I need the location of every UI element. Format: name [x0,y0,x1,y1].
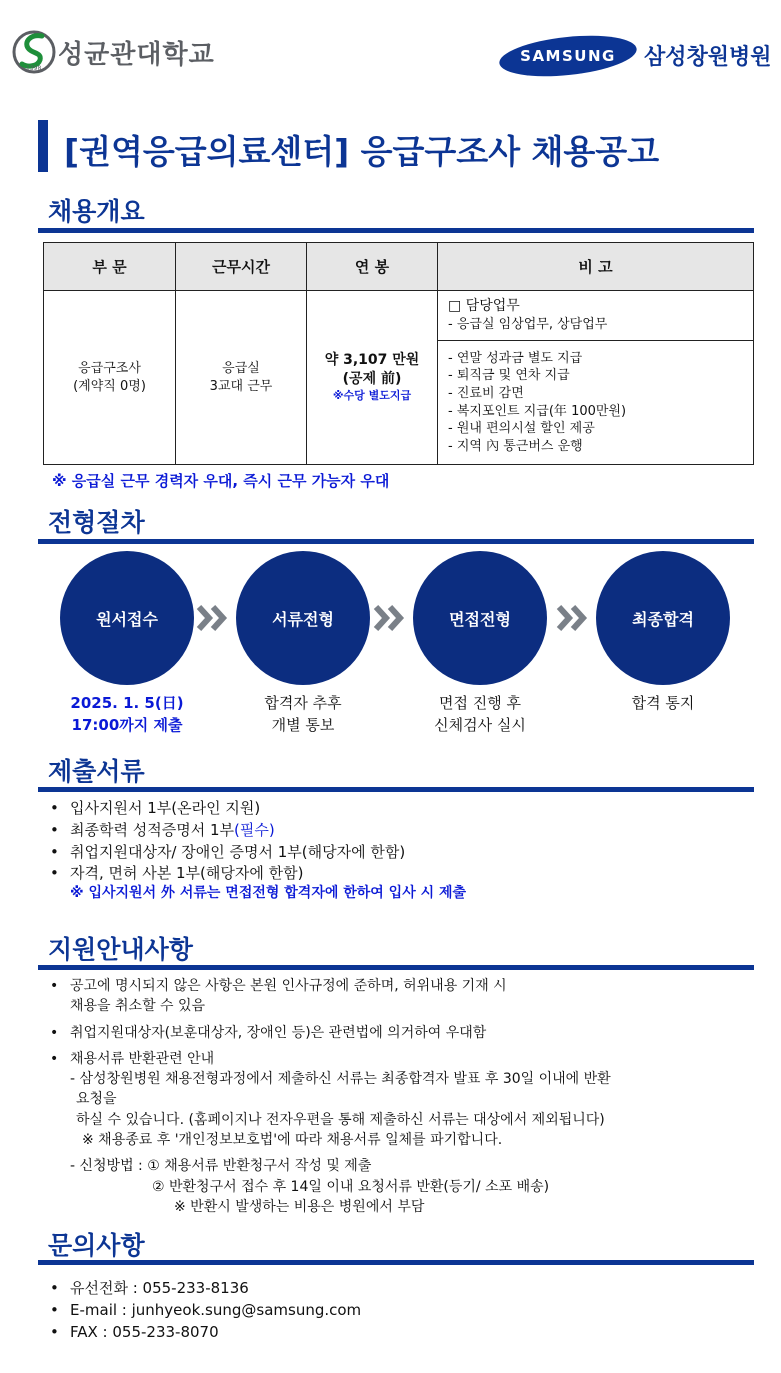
guide-block [48,976,748,1217]
duty-title: □ 담당업무 [448,298,520,315]
guide-text: 채용서류 반환관련 안내 [70,1050,215,1067]
hours-cell [176,291,307,465]
dept-cell [44,291,176,465]
list-item [48,820,405,842]
step-interview: 면접전형 [413,551,547,685]
step-caption-line: 17:00까지 제출 [71,715,183,734]
title-accent-bar [38,120,48,172]
section-divider [38,228,754,233]
step-caption-line: 합격 통지 [631,694,695,712]
section-title-contact: 문의사항 [48,1231,145,1260]
salary-amount: 약 3,107 만원 [324,352,420,369]
guide-text: ※ 채용종료 후 '개인정보보호법'에 따라 채용서류 일체를 파기합니다. [82,1132,503,1149]
duty-line: - 응급실 임상업무, 상담업무 [448,317,608,333]
svg-text:SAMSUNG: SAMSUNG [520,47,616,65]
step-caption [573,693,753,715]
samsung-logo-icon [498,34,638,78]
hours-place: 응급실 [222,360,260,376]
guide-text: 취업지원대상자(보훈대상자, 장애인 등)은 관련법에 의거하여 우대함 [70,1024,487,1041]
benefit-item: - 복지포인트 지급(年 100만원) [448,403,627,419]
section-divider [38,787,754,792]
benefit-item: - 연말 성과금 별도 지급 [448,350,583,366]
university-name: 성균관대학교 [58,40,215,70]
benefit-item: - 원내 편의시설 할인 제공 [448,421,595,437]
guide-text: 채용을 취소할 수 있음 [70,998,206,1015]
step-application: 원서접수 [60,551,194,685]
hospital-name: 삼성창원병원 [644,45,772,70]
guide-text: - 삼성창원병원 채용전형과정에서 제출하신 서류는 최종합격자 발표 후 30일 이내에 반환 [70,1071,611,1088]
list-item: • 자격, 면허 사본 1부(해당자에 한함) [48,863,405,885]
guide-text: ※ 반환시 발생하는 비용은 병원에서 부담 [174,1198,425,1215]
section-title-guide: 지원안내사항 [48,935,193,964]
salary-cell [307,291,438,465]
required-tag: (필수) [233,820,275,839]
list-item: • 취업지원대상자/ 장애인 증명서 1부(해당자에 한함) [48,842,405,864]
guide-text: 요청을 [76,1091,117,1108]
step-caption-line: 면접 진행 후 [439,694,521,712]
double-chevron-right-icon [196,603,232,633]
double-chevron-right-icon [556,603,592,633]
hours-shift: 3교대 근무 [209,378,273,394]
step-final: 최종합격 [596,551,730,685]
table-header-cell: 연 봉 [307,243,438,291]
guide-text: ② 반환청구서 접수 후 14일 이내 요청서류 반환(등기/ 소포 배송) [152,1178,550,1195]
step-caption-line: 2025. 1. 5(日) [70,694,184,712]
guide-item: • 취업지원대상자(보훈대상자, 장애인 등)은 관련법에 의거하여 우대함 [48,1023,748,1043]
salary-note: ※수당 별도지급 [332,388,412,402]
table-header-cell: 부 문 [44,243,176,291]
list-item-text: 최종학력 성적증명서 1부 [70,820,234,839]
contact-fax: • FAX : 055-233-8070 [48,1322,361,1344]
section-title-overview: 채용개요 [48,197,145,226]
table-header-row [44,243,754,291]
contact-email[interactable]: • E-mail : junhyeok.sung@samsung.com [48,1300,361,1322]
step-caption [390,693,570,737]
table-header-cell: 비 고 [438,243,754,291]
section-divider [38,539,754,544]
documents-list [48,798,405,885]
section-title-documents: 제출서류 [48,757,145,786]
guide-text: 공고에 명시되지 않은 사항은 본원 인사규정에 준하며, 허위내용 기재 시 [70,978,507,994]
guide-text: 하실 수 있습니다. (홈페이지나 전자우편을 통해 제출하신 서류는 대상에서 제외됩니다) [76,1111,605,1128]
svg-text:1398: 1398 [26,65,42,72]
section-divider [38,1260,754,1265]
guide-text: - 신청방법 : ① 채용서류 반환청구서 작성 및 제출 [70,1158,372,1175]
preference-note: ※ 응급실 근무 경력자 우대, 즉시 근무 가능자 우대 [52,472,390,490]
page-title: [권역응급의료센터] 응급구조사 채용공고 [64,132,660,171]
guide-item: • 공고에 명시되지 않은 사항은 본원 인사규정에 준하며, 허위내용 기재 시 채용을 취소할 수 있음 [48,976,748,1017]
section-divider [38,965,754,970]
step-caption-line: 신체검사 실시 [434,715,526,734]
step-caption [37,693,217,737]
documents-note: ※ 입사지원서 外 서류는 면접전형 합격자에 한하여 입사 시 제출 [70,885,467,901]
list-item: • 입사지원서 1부(온라인 지원) [48,798,405,820]
step-document-screening: 서류전형 [236,551,370,685]
dept-count: (계약직 0명) [73,378,146,394]
step-caption-line: 합격자 추후 [264,694,342,712]
dept-name: 응급구조사 [78,360,141,376]
benefits-cell [438,341,754,465]
benefit-item: - 지역 內 통근버스 운행 [448,438,583,454]
step-caption-line: 개별 통보 [271,715,335,734]
table-header-cell: 근무시간 [176,243,307,291]
contact-phone: • 유선전화 : 055-233-8136 [48,1278,361,1300]
skku-seal-icon [12,28,60,76]
benefit-item: - 퇴직금 및 연차 지급 [448,368,570,384]
section-title-process: 전형절차 [48,508,145,537]
salary-basis: (공제 前) [342,371,402,388]
contact-list [48,1278,361,1343]
page-header [0,0,781,95]
duty-cell [438,291,754,341]
step-caption [213,693,393,737]
table-row [44,291,754,341]
overview-table [43,242,754,465]
double-chevron-right-icon [373,603,409,633]
guide-method [48,1156,748,1217]
benefit-item: - 진료비 감면 [448,385,524,401]
guide-item: • 채용서류 반환관련 안내 - 삼성창원병원 채용전형과정에서 제출하신 서류는 최종합격자 발표 후 30일 이내에 반환 요청을 하실 수 있습니다. (홈페이지나 전자우편을 통해 제출하신 서류는 대상에서 제외됩니다) ※ 채용종료 후 '개인정보보호법'에 따라 채용서류 일체를 파기합니다. [48,1049,748,1150]
